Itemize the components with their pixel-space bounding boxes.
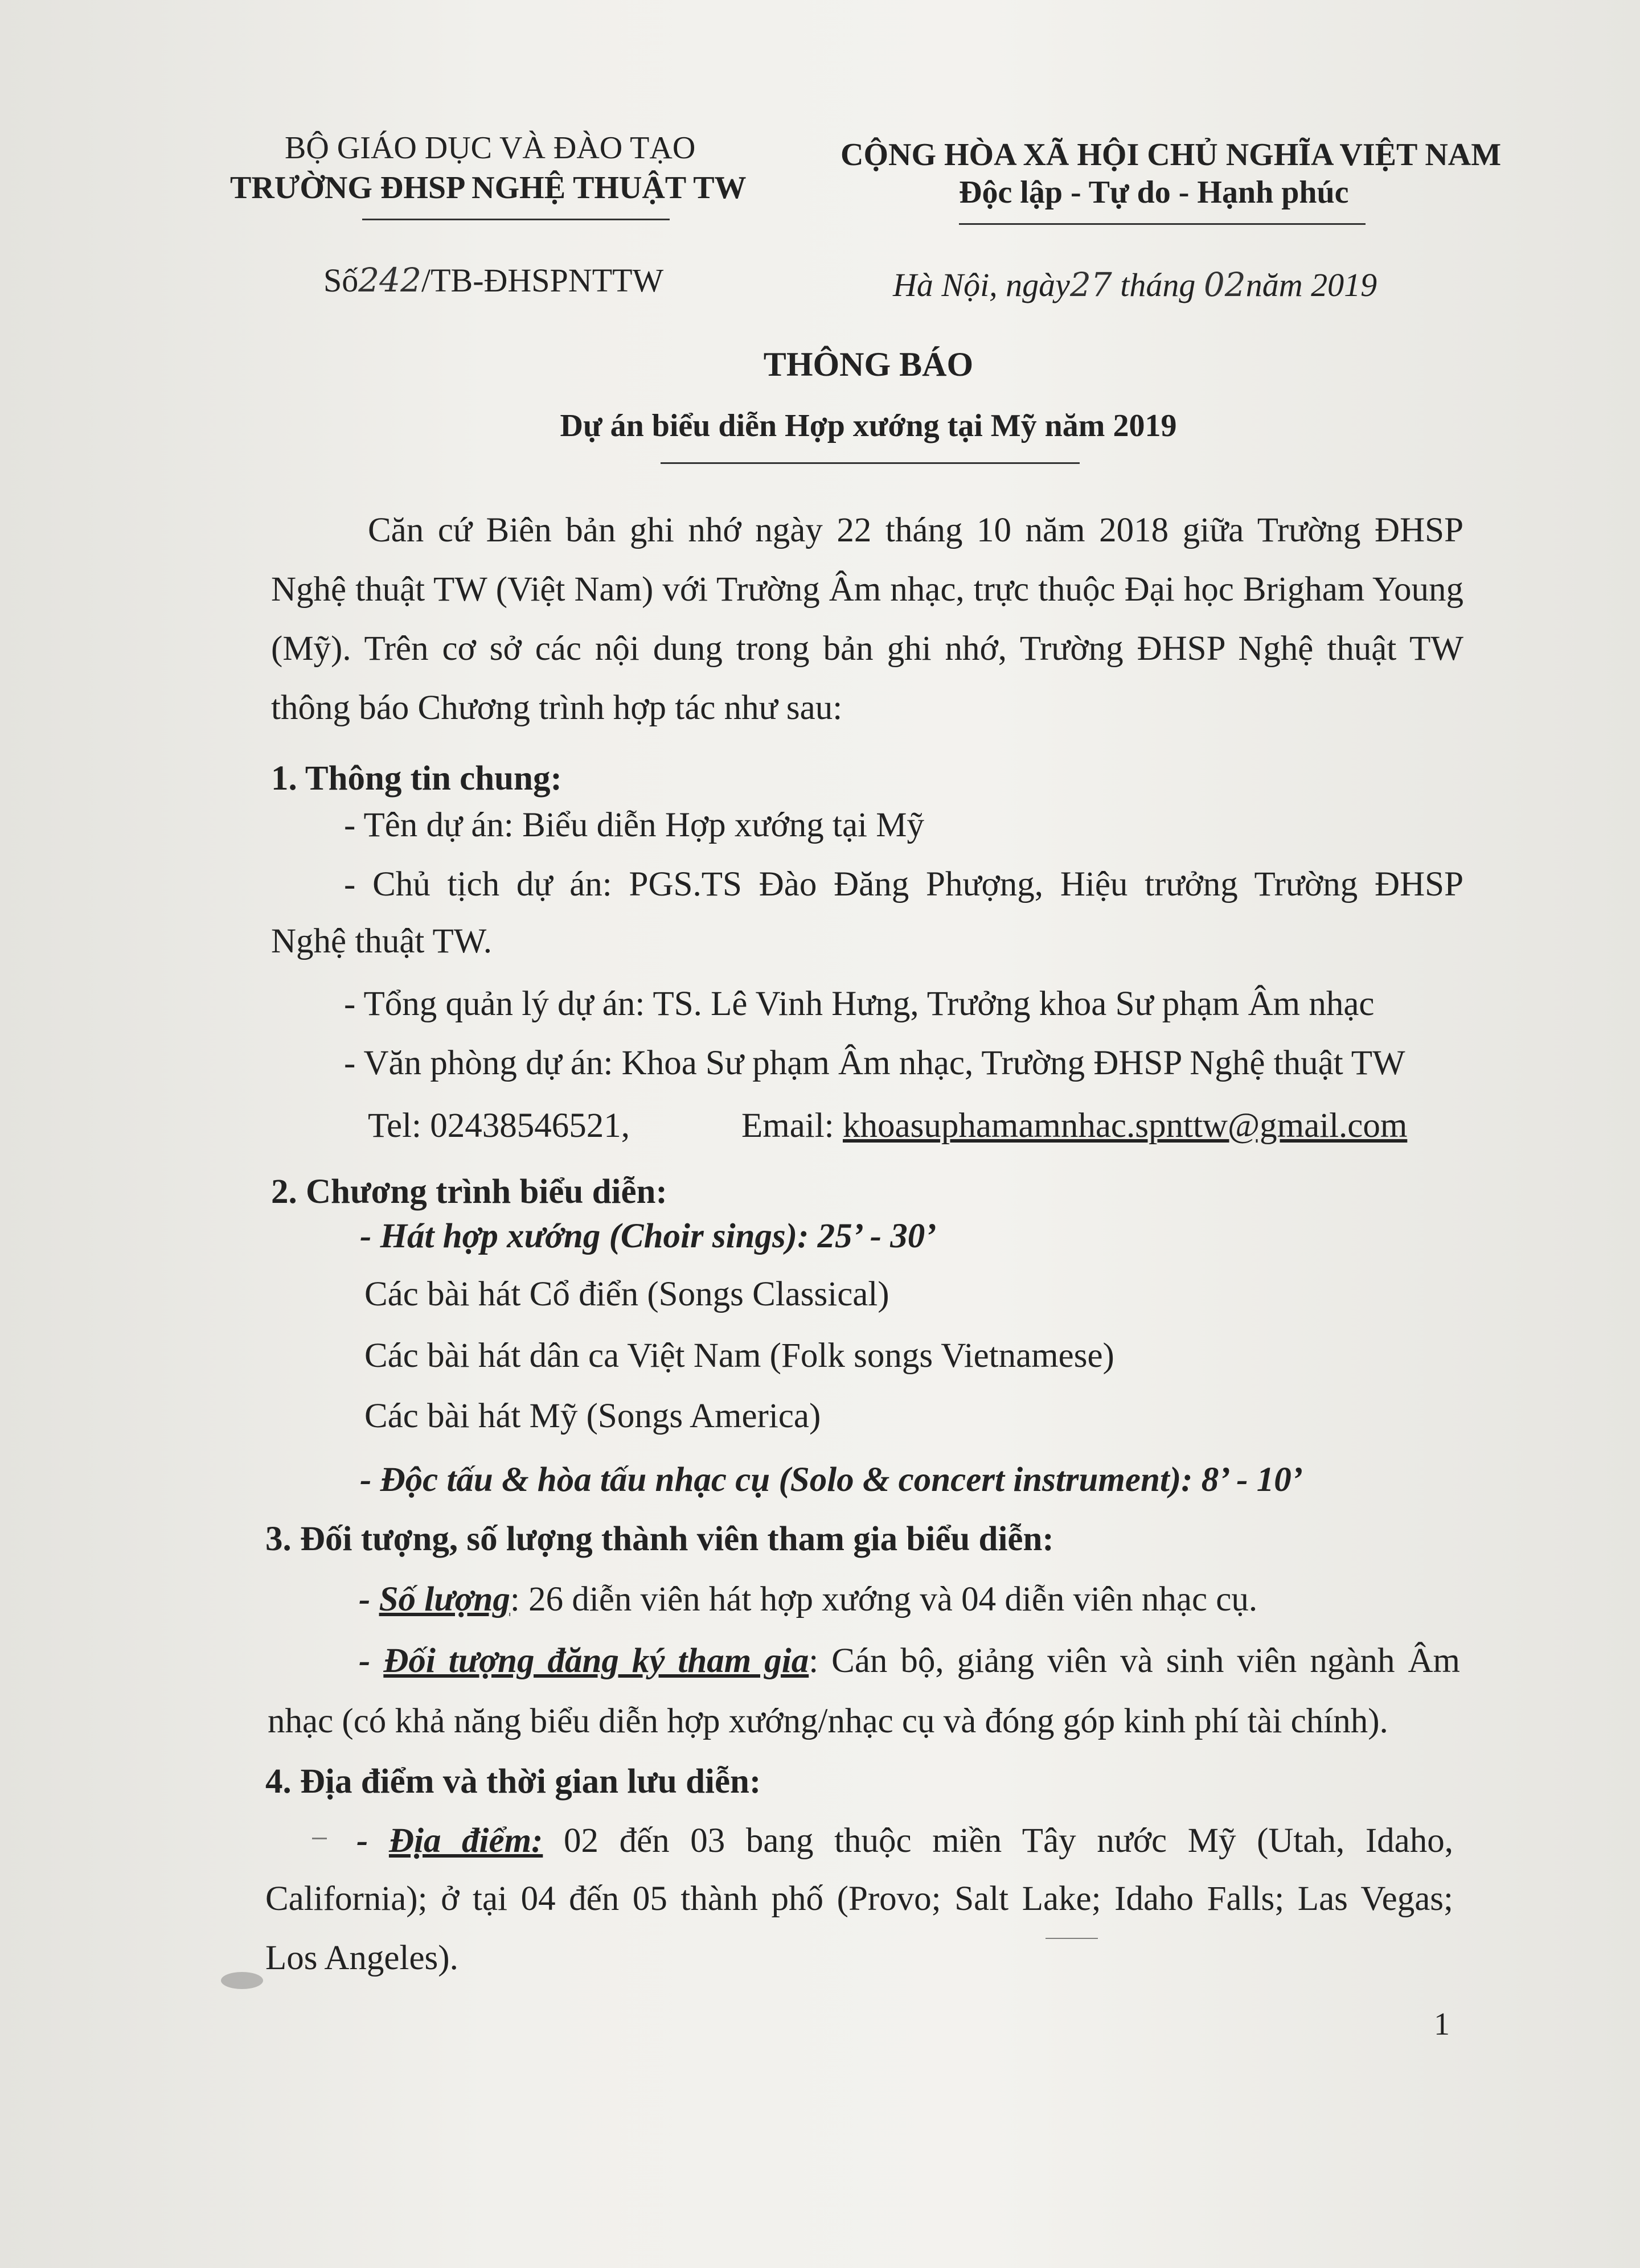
ministry-name: BỘ GIÁO DỤC VÀ ĐÀO TẠO bbox=[285, 130, 696, 166]
participant-quantity: - Số lượng: 26 diễn viên hát hợp xướng và 04 diễn viên nhạc cụ. bbox=[359, 1580, 1258, 1618]
date-month-label: tháng bbox=[1120, 266, 1196, 303]
project-manager: - Tổng quản lý dự án: TS. Lê Vinh Hưng, Trưởng khoa Sư phạm Âm nhạc bbox=[344, 985, 1375, 1023]
scan-smudge-mark bbox=[221, 1972, 263, 1989]
song-item-folk: Các bài hát dân ca Việt Nam (Folk songs Vietnamese) bbox=[364, 1337, 1114, 1375]
subtitle-underline bbox=[661, 462, 1080, 464]
doc-number-suffix: /TB-ĐHSPNTTW bbox=[421, 262, 664, 299]
section-1-heading: 1. Thông tin chung: bbox=[271, 759, 562, 798]
page-number: 1 bbox=[1434, 2007, 1450, 2042]
location-line2: California); ở tại 04 đến 05 thành phố (Provo; Salt Lake; Idaho Falls; Las Vegas; bbox=[265, 1880, 1453, 1918]
project-name: - Tên dự án: Biểu diễn Hợp xướng tại Mỹ bbox=[344, 806, 924, 844]
office-tel: Tel: 02438546521, bbox=[368, 1107, 630, 1145]
date-day-handwritten: 27 bbox=[1069, 265, 1112, 304]
scan-stray-dash bbox=[312, 1838, 327, 1839]
project-chair-line1: - Chủ tịch dự án: PGS.TS Đào Đăng Phượng, Hiệu trưởng Trường ĐHSP bbox=[344, 865, 1463, 903]
location-line3: Los Angeles). bbox=[265, 1939, 458, 1977]
choir-program: - Hát hợp xướng (Choir sings): 25’ - 30’ bbox=[360, 1217, 937, 1255]
national-motto: Độc lập - Tự do - Hạnh phúc bbox=[959, 175, 1349, 210]
participant-target-line2: nhạc (có khả năng biểu diễn hợp xướng/nhạc cụ và đóng góp kinh phí tài chính). bbox=[268, 1702, 1388, 1740]
section-3-heading: 3. Đối tượng, số lượng thành viên tham gia biểu diễn: bbox=[265, 1520, 1054, 1558]
song-item-classical: Các bài hát Cổ điển (Songs Classical) bbox=[364, 1275, 889, 1313]
target-text-line1: : Cán bộ, giảng viên và sinh viên ngành Âm bbox=[809, 1642, 1460, 1680]
date-prefix: Hà Nội, ngày bbox=[893, 266, 1070, 303]
instrument-program: - Độc tấu & hòa tấu nhạc cụ (Solo & concert instrument): 8’ - 10’ bbox=[360, 1461, 1303, 1499]
office-email-label: Email: bbox=[741, 1107, 834, 1145]
location-label: Địa điểm: bbox=[388, 1822, 543, 1860]
song-item-america: Các bài hát Mỹ (Songs America) bbox=[364, 1397, 821, 1435]
scan-stray-mark bbox=[1046, 1938, 1098, 1939]
school-underline bbox=[362, 219, 670, 220]
document-number bbox=[323, 261, 663, 299]
school-name: TRƯỜNG ĐHSP NGHỆ THUẬT TW bbox=[230, 170, 747, 206]
location-text-line1: 02 đến 03 bang thuộc miền Tây nước Mỹ (Utah, Idaho, bbox=[563, 1822, 1453, 1860]
doc-number-handwritten: 242 bbox=[358, 261, 421, 299]
quantity-label: Số lượng bbox=[379, 1580, 510, 1618]
project-office: - Văn phòng dự án: Khoa Sư phạm Âm nhạc, Trường ĐHSP Nghệ thuật TW bbox=[344, 1044, 1405, 1082]
republic-name: CỘNG HÒA XÃ HỘI CHỦ NGHĨA VIỆT NAM bbox=[840, 137, 1502, 172]
document-subtitle: Dự án biểu diễn Hợp xướng tại Mỹ năm 2019 bbox=[560, 408, 1177, 443]
intro-paragraph: Căn cứ Biên bản ghi nhớ ngày 22 tháng 10 năm 2018 giữa Trường ĐHSP Nghệ thuật TW (Việt Nam) với Trường Âm nhạc, trực thuộc Đại học Brigham Young (Mỹ). Trên cơ sở các nội dung trong bản ghi nhớ, Trường ĐHSP Nghệ thuật TW thông báo Chương trình hợp tác như sau: bbox=[271, 511, 1463, 727]
date-year: năm 2019 bbox=[1245, 266, 1377, 303]
date-month-handwritten: 02 bbox=[1203, 265, 1246, 304]
participant-target-line1: - Đối tượng đăng ký tham gia: Cán bộ, giảng viên và sinh viên ngành Âm bbox=[359, 1642, 1460, 1680]
issue-date bbox=[893, 265, 1377, 304]
section-2-heading: 2. Chương trình biểu diễn: bbox=[271, 1173, 667, 1211]
office-email-link[interactable]: khoasuphamamnhac.spnttw@gmail.com bbox=[843, 1107, 1408, 1145]
document-title: THÔNG BÁO bbox=[763, 346, 974, 383]
section-4-heading: 4. Địa điểm và thời gian lưu diễn: bbox=[265, 1762, 761, 1801]
project-chair-line2: Nghệ thuật TW. bbox=[271, 922, 492, 960]
motto-underline bbox=[959, 223, 1366, 225]
quantity-text: : 26 diễn viên hát hợp xướng và 04 diễn viên nhạc cụ. bbox=[510, 1580, 1258, 1618]
location-line1: - Địa điểm: 02 đến 03 bang thuộc miền Tây nước Mỹ (Utah, Idaho, bbox=[356, 1822, 1453, 1860]
target-label: Đối tượng đăng ký tham gia bbox=[383, 1642, 809, 1680]
doc-number-prefix: Số bbox=[323, 262, 359, 299]
